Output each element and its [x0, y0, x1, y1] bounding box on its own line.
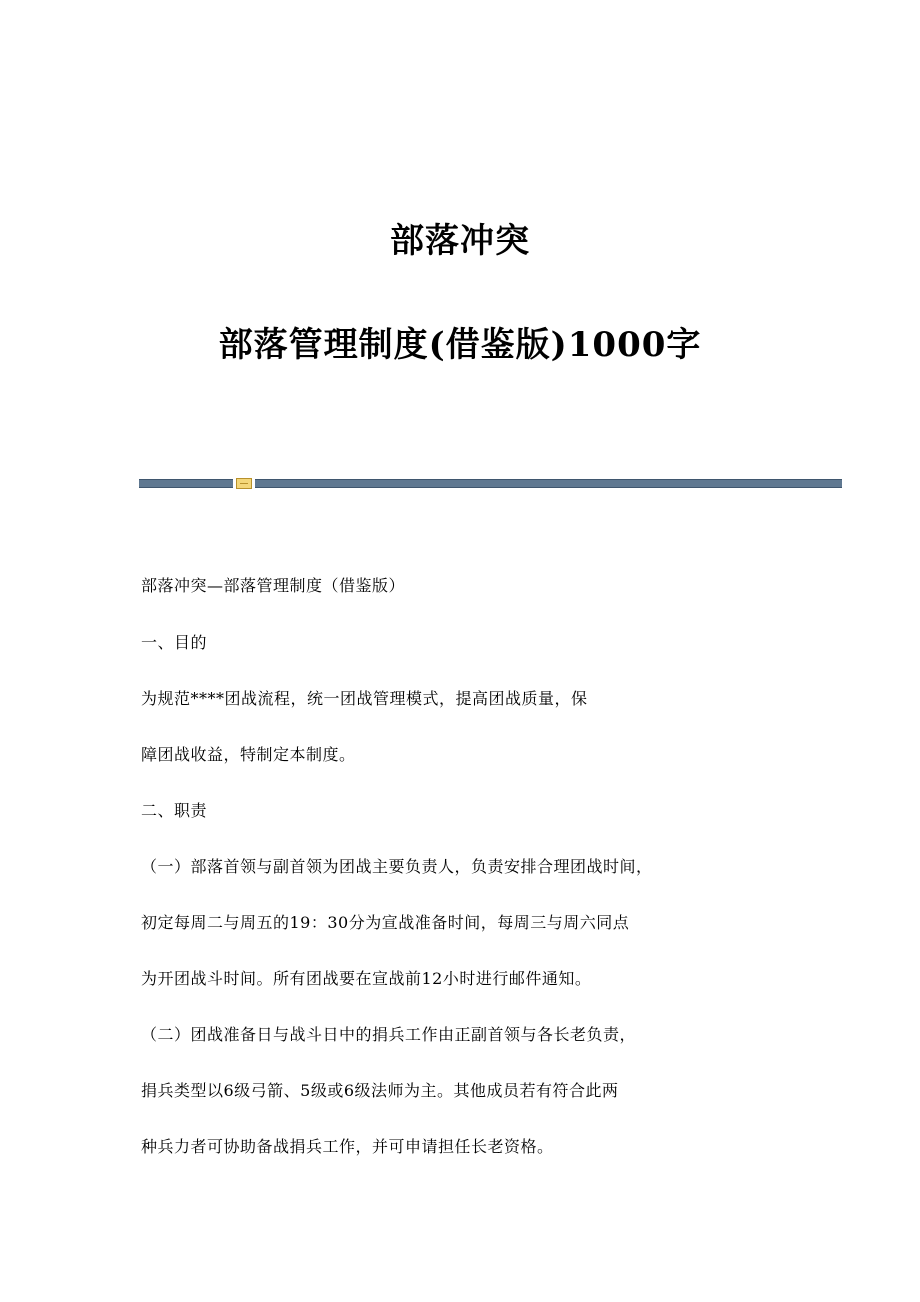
body-line: 障团战收益，特制定本制度。 [141, 745, 356, 764]
section-heading-purpose: 一、目的 [141, 633, 208, 652]
divider-bar-left [139, 479, 233, 488]
divider-bar-right [255, 479, 842, 488]
body-line: 种兵力者可协助备战捐兵工作，并可申请担任长老资格。 [141, 1137, 554, 1156]
heading-intro: 部落冲突—部落管理制度（借鉴版） [141, 576, 406, 595]
body-line: 为规范****团战流程，统一团战管理模式，提高团战质量，保 [141, 689, 588, 708]
body-line: 捐兵类型以6级弓箭、5级或6级法师为主。其他成员若有符合此两 [141, 1081, 619, 1100]
body-line: 初定每周二与周五的19：30分为宣战准备时间，每周三与周六同点 [141, 913, 630, 932]
body-line: （二）团战准备日与战斗日中的捐兵工作由正副首领与各长老负责， [141, 1025, 637, 1044]
document-subtitle: 部落管理制度(借鉴版)1000字 [218, 325, 702, 365]
document-title: 部落冲突 [390, 221, 530, 261]
divider-ornament-icon [236, 478, 252, 489]
section-heading-duties: 二、职责 [141, 801, 208, 820]
body-line: 为开团战斗时间。所有团战要在宣战前12小时进行邮件通知。 [141, 969, 592, 988]
body-line: （一）部落首领与副首领为团战主要负责人，负责安排合理团战时间， [141, 857, 653, 876]
